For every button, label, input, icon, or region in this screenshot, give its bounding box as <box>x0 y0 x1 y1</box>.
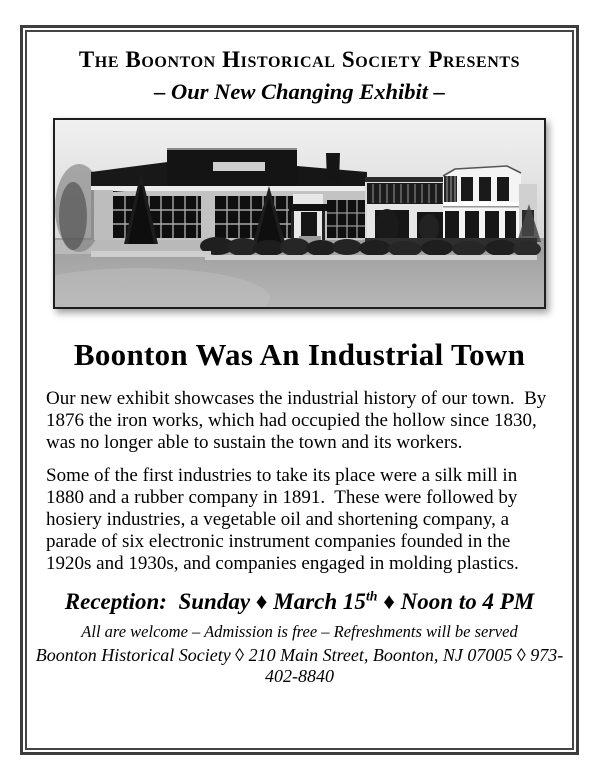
reception-suffix: ♦ Noon to 4 PM <box>377 589 535 614</box>
intro-paragraph: Our new exhibit showcases the industrial history of our town. By 1876 the iron works, which had occupied the hollow since 1830, was no longer able to sustain the town and its workers. <box>46 388 552 453</box>
factory-building-photo <box>55 120 544 307</box>
welcome-line: All are welcome – Admission is free – Refreshments will be served <box>81 622 518 641</box>
photo-frame <box>53 118 546 309</box>
exhibit-title: Boonton Was An Industrial Town <box>73 337 526 372</box>
industries-paragraph: Some of the first industries to take its place were a silk mill in 1880 and a rubber company in 1891. These were followed by hosiery industries, a vegetable oil and shortening company, a parade of six electronic instrument companies founded in the 1920s and 1930s, and companies engaged in molding plastics. <box>46 465 523 574</box>
address-line: Boonton Historical Society ◊ 210 Main Street, Boonton, NJ 07005 ◊ 973-402-8840 <box>35 645 564 686</box>
presents-heading: The Boonton Historical Society Presents <box>78 47 521 72</box>
exhibit-subheading: – Our New Changing Exhibit – <box>154 79 445 104</box>
reception-prefix: Reception: Sunday ♦ March 15 <box>64 589 366 614</box>
flyer-sheet <box>20 25 579 755</box>
reception-line <box>27 589 572 615</box>
ordinal-superscript: th <box>365 588 378 604</box>
flyer-inner-border <box>25 30 574 750</box>
